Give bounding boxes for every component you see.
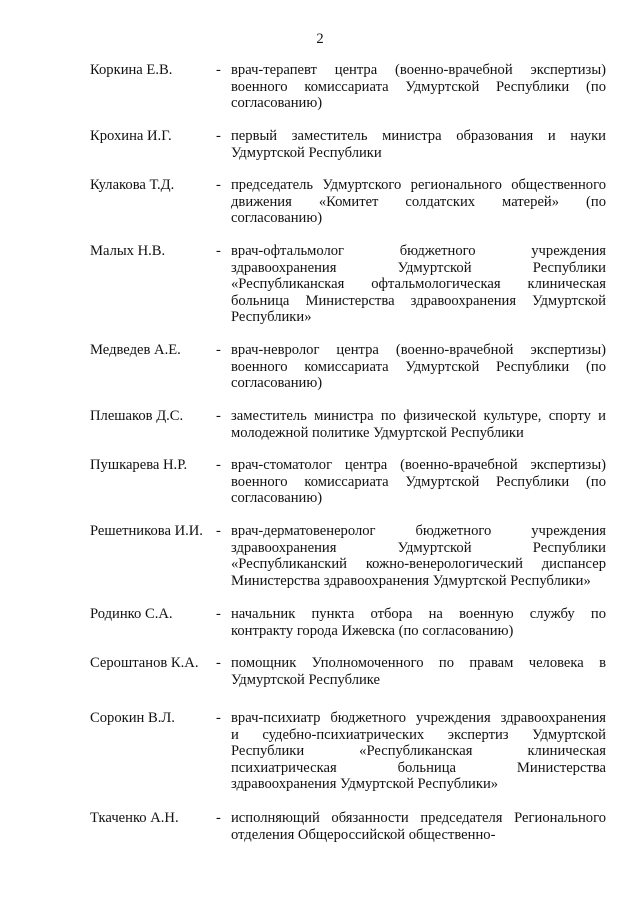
member-position [231,62,606,112]
position-line: Республики» [231,309,312,326]
member-name: Родинко С.А. [90,606,173,622]
member-position [231,243,606,326]
dash-separator: - [216,655,221,671]
dash-separator: - [216,408,221,424]
position-line: Министерства здравоохранения Удмуртской Республики» [231,572,591,589]
position-line: согласованию) [231,375,323,392]
position-line: военного комиссариата Удмуртской Республики (по [231,358,606,375]
member-name: Пушкарева Н.Р. [90,457,188,473]
member-entry [90,810,606,843]
position-line: помощник Уполномоченного по правам человека в [231,655,606,671]
position-line: военного комиссариата Удмуртской Республики (по [231,78,606,95]
position-line: председатель Удмуртского регионального общественного [231,177,606,193]
dash-separator: - [216,177,221,193]
dash-separator: - [216,457,221,473]
member-name: Кулакова Т.Д. [90,177,175,193]
member-position [231,342,606,392]
dash-separator: - [216,606,221,622]
member-name: Плешаков Д.С. [90,408,184,424]
position-line: военного комиссариата Удмуртской Республики (по [231,473,606,490]
position-line: Удмуртской Республики [231,144,382,161]
member-entry [90,342,606,392]
position-line: врач-невролог центра (военно-врачебной экспертизы) [231,342,606,358]
member-name: Сорокин В.Л. [90,710,175,726]
position-line: здравоохранения Удмуртской Республики [231,259,606,276]
dash-separator: - [216,342,221,358]
member-position [231,523,606,589]
member-entry [90,710,606,793]
member-position [231,655,606,688]
member-entry [90,523,606,589]
member-entry [90,606,606,639]
dash-separator: - [216,810,221,826]
member-name: Крохина И.Г. [90,128,172,144]
position-line: «Республиканская офтальмологическая клиническая [231,276,606,293]
position-line: контракту города Ижевска (по согласованию) [231,622,514,639]
dash-separator: - [216,523,221,539]
dash-separator: - [216,710,221,726]
position-line: согласованию) [231,210,323,227]
member-entry [90,128,606,161]
position-line: молодежной политике Удмуртской Республики [231,424,524,441]
position-line: исполняющий обязанности председателя Регионального [231,810,606,826]
member-name: Малых Н.В. [90,243,166,259]
member-position [231,810,606,843]
position-line: отделения Общероссийской общественно- [231,826,496,843]
member-name: Решетникова И.И. [90,523,203,539]
position-line: врач-терапевт центра (военно-врачебной экспертизы) [231,62,606,78]
position-line: здравоохранения Удмуртской Республики [231,539,606,556]
position-line: согласованию) [231,490,323,507]
member-entry [90,177,606,227]
member-name: Серoштанов К.А. [90,655,199,671]
dash-separator: - [216,62,221,78]
member-entry [90,457,606,507]
position-line: психиатрическая больница Министерства [231,759,606,776]
member-name: Коркина Е.В. [90,62,173,78]
member-position [231,408,606,441]
member-position [231,177,606,227]
member-position [231,710,606,793]
dash-separator: - [216,243,221,259]
member-position [231,606,606,639]
position-line: «Республиканский кожно-венерологический диспансер [231,556,606,573]
member-entry [90,243,606,326]
member-position [231,128,606,161]
member-entry [90,408,606,441]
position-line: врач-стоматолог центра (военно-врачебной экспертизы) [231,457,606,473]
position-line: врач-психиатр бюджетного учреждения здравоохранения [231,710,606,726]
position-line: здравоохранения Удмуртской Республики» [231,776,499,793]
member-name: Ткаченко А.Н. [90,810,179,826]
position-line: движения «Комитет солдатских матерей» (по [231,193,606,210]
member-entry [90,62,606,112]
position-line: больница Министерства здравоохранения Удмуртской [231,292,606,309]
position-line: и судебно-психиатрических экспертиз Удмуртской [231,726,606,743]
member-entry [90,655,606,688]
position-line: заместитель министра по физической культуре, спорту и [231,408,606,424]
position-line: согласованию) [231,95,323,112]
position-line: Удмуртской Республике [231,671,381,688]
position-line: врач-дерматовенеролог бюджетного учреждения [231,523,606,539]
position-line: врач-офтальмолог бюджетного учреждения [231,243,606,259]
member-position [231,457,606,507]
dash-separator: - [216,128,221,144]
position-line: Республики «Республиканская клиническая [231,743,606,760]
page-number: 2 [316,31,324,47]
member-name: Медведев А.Е. [90,342,181,358]
position-line: первый заместитель министра образования и науки [231,128,606,144]
position-line: начальник пункта отбора на военную службу по [231,606,606,622]
